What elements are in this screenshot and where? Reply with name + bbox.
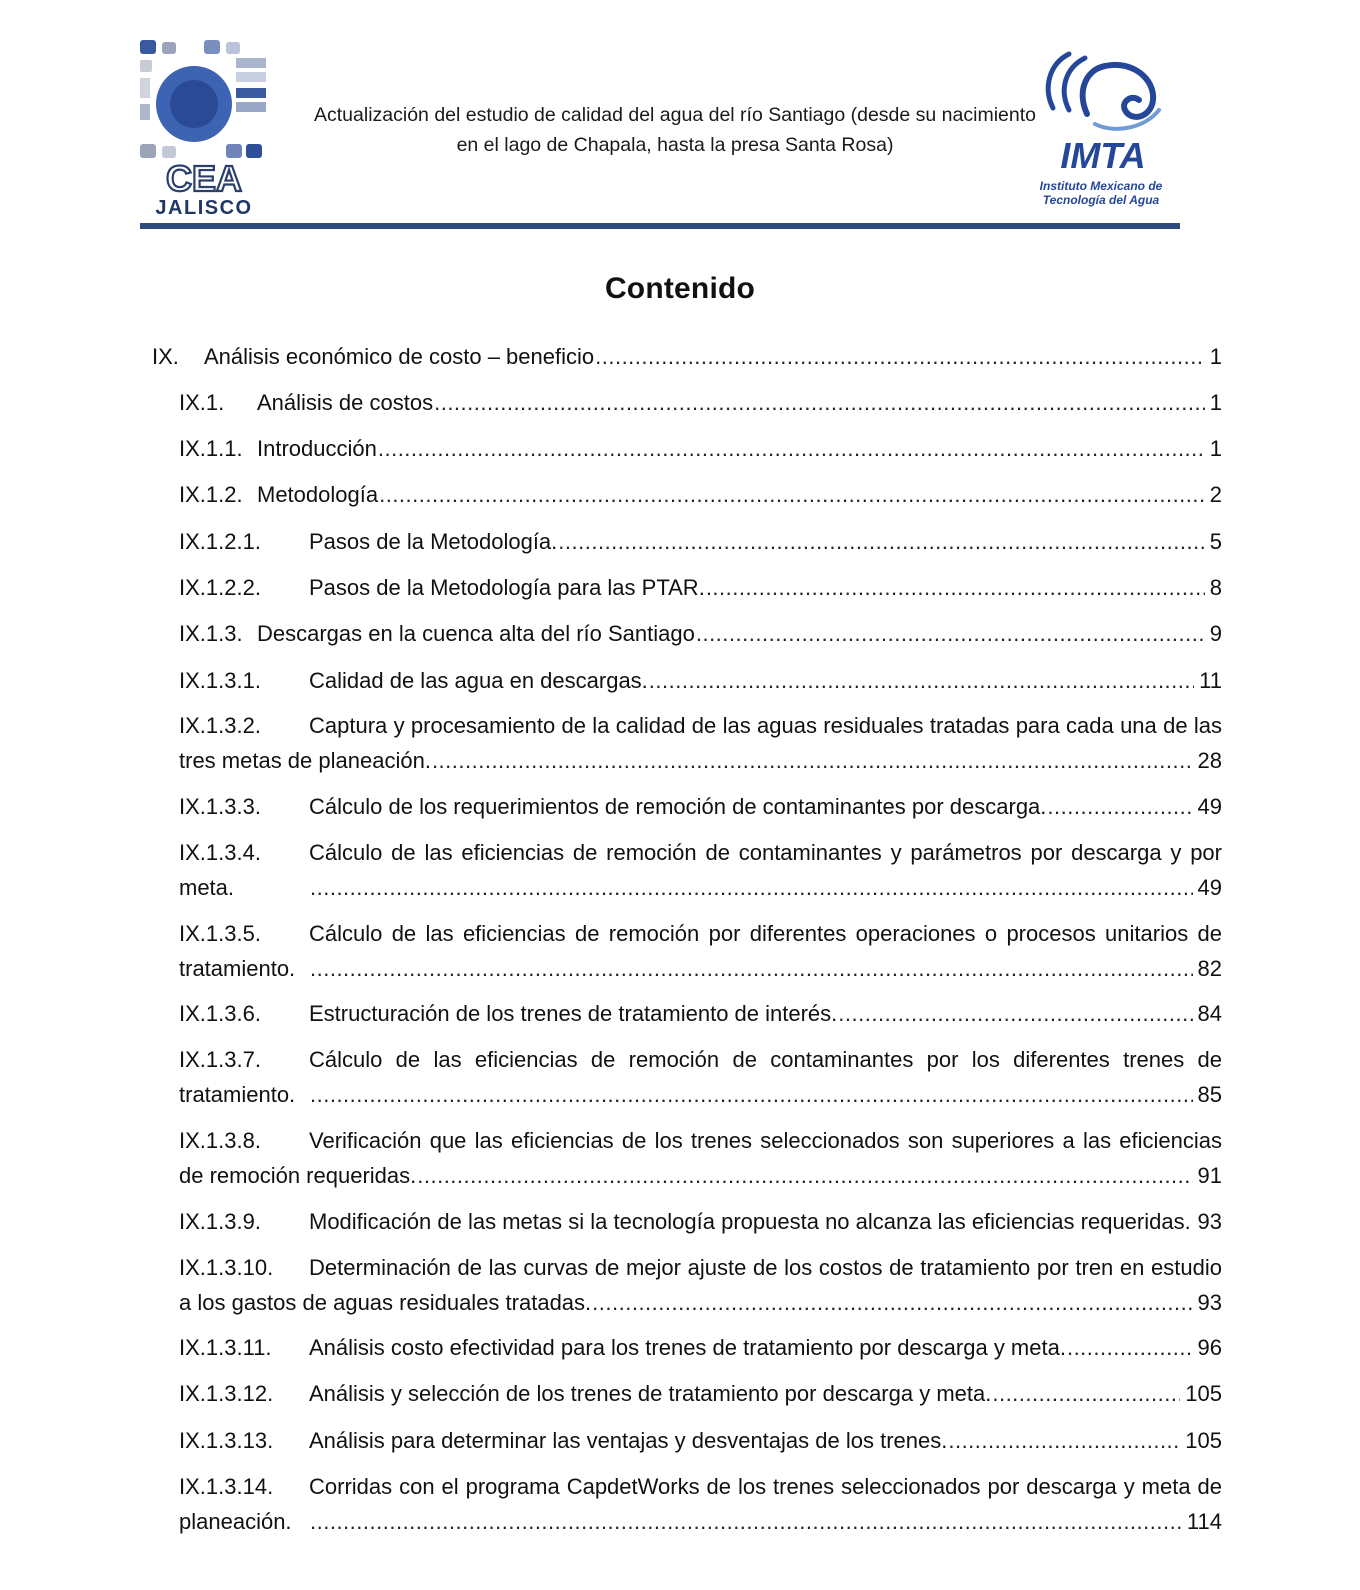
toc-entry-number: IX.1.3.14. [179,1474,274,1499]
toc-entry-title-continued: meta. [179,874,235,900]
toc-leader-dots [696,617,1205,652]
toc-leader-dots [595,340,1205,375]
toc-entry-page: 28 [1197,747,1222,773]
toc-entry-title: Determinación de las curvas de mejor ajuste de los costos de tratamiento por tren en estudio [309,1255,1222,1280]
toc-entry-page: 9 [1209,621,1222,646]
toc-entry-number: IX. [152,344,179,369]
page-header [0,0,1360,240]
toc-entry-number: IX.1.3.8. [179,1128,261,1153]
toc-entry-title-continued: tratamiento. [179,955,296,981]
toc-leader-dots [1047,790,1192,825]
header-title-line-2: en el lago de Chapala, hasta la presa Santa Rosa) [456,134,894,156]
toc-entry[interactable] [179,571,1222,606]
toc-entry-title: Calidad de las agua en descargas. [309,668,648,693]
toc-entry-number: IX.1.1. [179,436,243,461]
toc-entry-number: IX.1.3.9. [179,1209,261,1234]
toc-entry-title: Análisis para determinar las ventajas y desventajas de los trenes. [309,1428,948,1453]
toc-entry[interactable] [179,386,1222,421]
toc-entry-page: 96 [1197,1335,1222,1360]
toc-entry-title-continued: planeación. [179,1508,292,1534]
toc-leader-dots [310,871,1193,906]
toc-entry-number: IX.1.3.3. [179,794,261,819]
toc-entry-number: IX.1.3.1. [179,668,261,693]
toc-entry-number: IX.1. [179,390,225,415]
toc-entry-title: Estructuración de los trenes de tratamiento de interés. [309,1001,838,1026]
toc-entry-page: 2 [1209,482,1222,507]
toc-entry-number: IX.1.3.5. [179,921,261,946]
toc-entry[interactable] [179,1124,1222,1193]
toc-entry-page: 1 [1209,390,1222,415]
toc-entry-page: 49 [1197,794,1222,819]
toc-entry-title-continued: tres metas de planeación. [179,747,431,773]
toc-entry-page: 93 [1197,1289,1222,1315]
toc-entry-page: 49 [1197,874,1222,900]
toc-entry[interactable] [179,1205,1222,1240]
toc-leader-dots [1192,1205,1193,1240]
toc-entry-title-continued: de remoción requeridas. [179,1162,417,1188]
toc-entry[interactable] [179,525,1222,560]
toc-entry-page: 84 [1197,1001,1222,1026]
toc-entry-title: Análisis costo efectividad para los trenes de tratamiento por descarga y meta. [309,1335,1066,1360]
toc-leader-dots [434,386,1205,421]
toc-entry-number: IX.1.3.4. [179,840,261,865]
toc-entry-title: Cálculo de las eficiencias de remoción por diferentes operaciones o procesos unitarios de [309,921,1222,946]
toc-entry-title: Análisis económico de costo – beneficio [204,344,595,369]
toc-entry-title: Pasos de la Metodología para las PTAR. [309,575,705,600]
toc-leader-dots [310,1505,1182,1540]
toc-entry[interactable] [179,432,1222,467]
contents-title: Contenido [604,272,756,305]
header-title-line-1: Actualización del estudio de calidad del agua del río Santiago (desde su nacimiento [314,104,1036,126]
toc-entry[interactable] [179,617,1222,652]
toc-entry-page: 1 [1209,344,1222,369]
toc-leader-dots [310,952,1193,987]
toc-entry-number: IX.1.3.7. [179,1047,261,1072]
toc-entry-title: Cálculo de las eficiencias de remoción de contaminantes y parámetros por descarga y por [309,840,1222,865]
toc-leader-dots [378,432,1205,467]
toc-entry-title: Análisis y selección de los trenes de tratamiento por descarga y meta. [309,1381,992,1406]
toc-entry[interactable] [179,1331,1222,1366]
toc-entry[interactable] [179,790,1222,825]
toc-entry-page: 8 [1209,575,1222,600]
toc-leader-dots [558,525,1204,560]
toc-entry-title: Introducción [257,436,377,461]
toc-entry-title: Descargas en la cuenca alta del río Santiago [257,621,695,646]
toc-entry-page: 85 [1197,1081,1222,1107]
toc-entry-title-continued: tratamiento. [179,1081,296,1107]
toc-leader-dots [417,1159,1192,1194]
toc-entry[interactable] [179,664,1222,699]
imta-logo-subtitle-2: Tecnología del Agua [1042,193,1160,207]
toc-entry[interactable] [152,340,1222,375]
toc-entry-page: 105 [1185,1428,1222,1453]
toc-entry-title: Corridas con el programa CapdetWorks de los trenes seleccionados por descarga y meta de [309,1474,1222,1499]
toc-entry-page: 1 [1209,436,1222,461]
toc-leader-dots [432,744,1193,779]
toc-entry-title: Captura y procesamiento de la calidad de las aguas residuales tratadas para cada una de las [309,713,1222,738]
toc-leader-dots [948,1424,1180,1459]
toc-entry[interactable] [179,709,1222,778]
toc-entry[interactable] [179,1377,1222,1412]
toc-entry-number: IX.1.3.11. [179,1335,272,1360]
toc-entry-title: Metodología [257,482,379,507]
toc-entry[interactable] [179,917,1222,986]
header-divider [140,223,1180,229]
toc-entry-page: 91 [1197,1162,1222,1188]
toc-entry-page: 82 [1197,955,1222,981]
toc-entry-title: Pasos de la Metodología. [309,529,558,554]
toc-entry-title: Verificación que las eficiencias de los trenes seleccionados son superiores a las eficiencias [309,1128,1222,1153]
cea-jalisco-logo [138,38,272,218]
toc-entry-title-continued: a los gastos de aguas residuales tratadas. [179,1289,592,1315]
toc-entry-title: Cálculo de los requerimientos de remoción de contaminantes por descarga. [309,794,1047,819]
toc-leader-dots [310,1078,1193,1113]
toc-leader-dots [592,1286,1192,1321]
toc-entry-page: 114 [1186,1508,1222,1534]
toc-entry-page: 105 [1185,1381,1222,1406]
toc-entry[interactable] [179,997,1222,1032]
toc-entry-number: IX.1.3.2. [179,713,261,738]
toc-leader-dots [1067,1331,1193,1366]
toc-leader-dots [992,1377,1180,1412]
toc-entry-number: IX.1.3.10. [179,1255,274,1280]
toc-entry-number: IX.1.3.13. [179,1428,274,1453]
toc-entry-page: 93 [1197,1209,1222,1234]
toc-entry[interactable] [179,836,1222,905]
toc-entry-number: IX.1.2. [179,482,243,507]
toc-leader-dots [649,664,1194,699]
toc-leader-dots [838,997,1192,1032]
toc-entry-title: Modificación de las metas si la tecnología propuesta no alcanza las eficiencias requeridas. [309,1209,1191,1234]
toc-entry-number: IX.1.3.12. [179,1381,274,1406]
toc-leader-dots [379,478,1205,513]
cea-logo-text: CEA [165,158,243,199]
toc-entry-page: 11 [1199,668,1222,693]
imta-logo-subtitle-1: Instituto Mexicano de [1039,179,1163,193]
toc-entry-title: Cálculo de las eficiencias de remoción de contaminantes por los diferentes trenes de [309,1047,1222,1072]
toc-entry-number: IX.1.2.1. [179,529,261,554]
toc-entry-number: IX.1.3.6. [179,1001,261,1026]
toc-entry[interactable] [179,1251,1222,1320]
toc-entry[interactable] [179,1424,1222,1459]
imta-logo [1035,48,1175,218]
toc-entry-page: 5 [1209,529,1222,554]
toc-leader-dots [706,571,1205,606]
toc-entry-number: IX.1.3. [179,621,243,646]
toc-entry-title: Análisis de costos [257,390,434,415]
imta-logo-text: IMTA [1060,135,1146,176]
jalisco-logo-text: JALISCO [155,197,253,218]
toc-entry[interactable] [179,1043,1222,1112]
toc-entry-number: IX.1.2.2. [179,575,261,600]
toc-entry[interactable] [179,478,1222,513]
document-header-title [300,100,1050,160]
toc-entry[interactable] [179,1470,1222,1539]
